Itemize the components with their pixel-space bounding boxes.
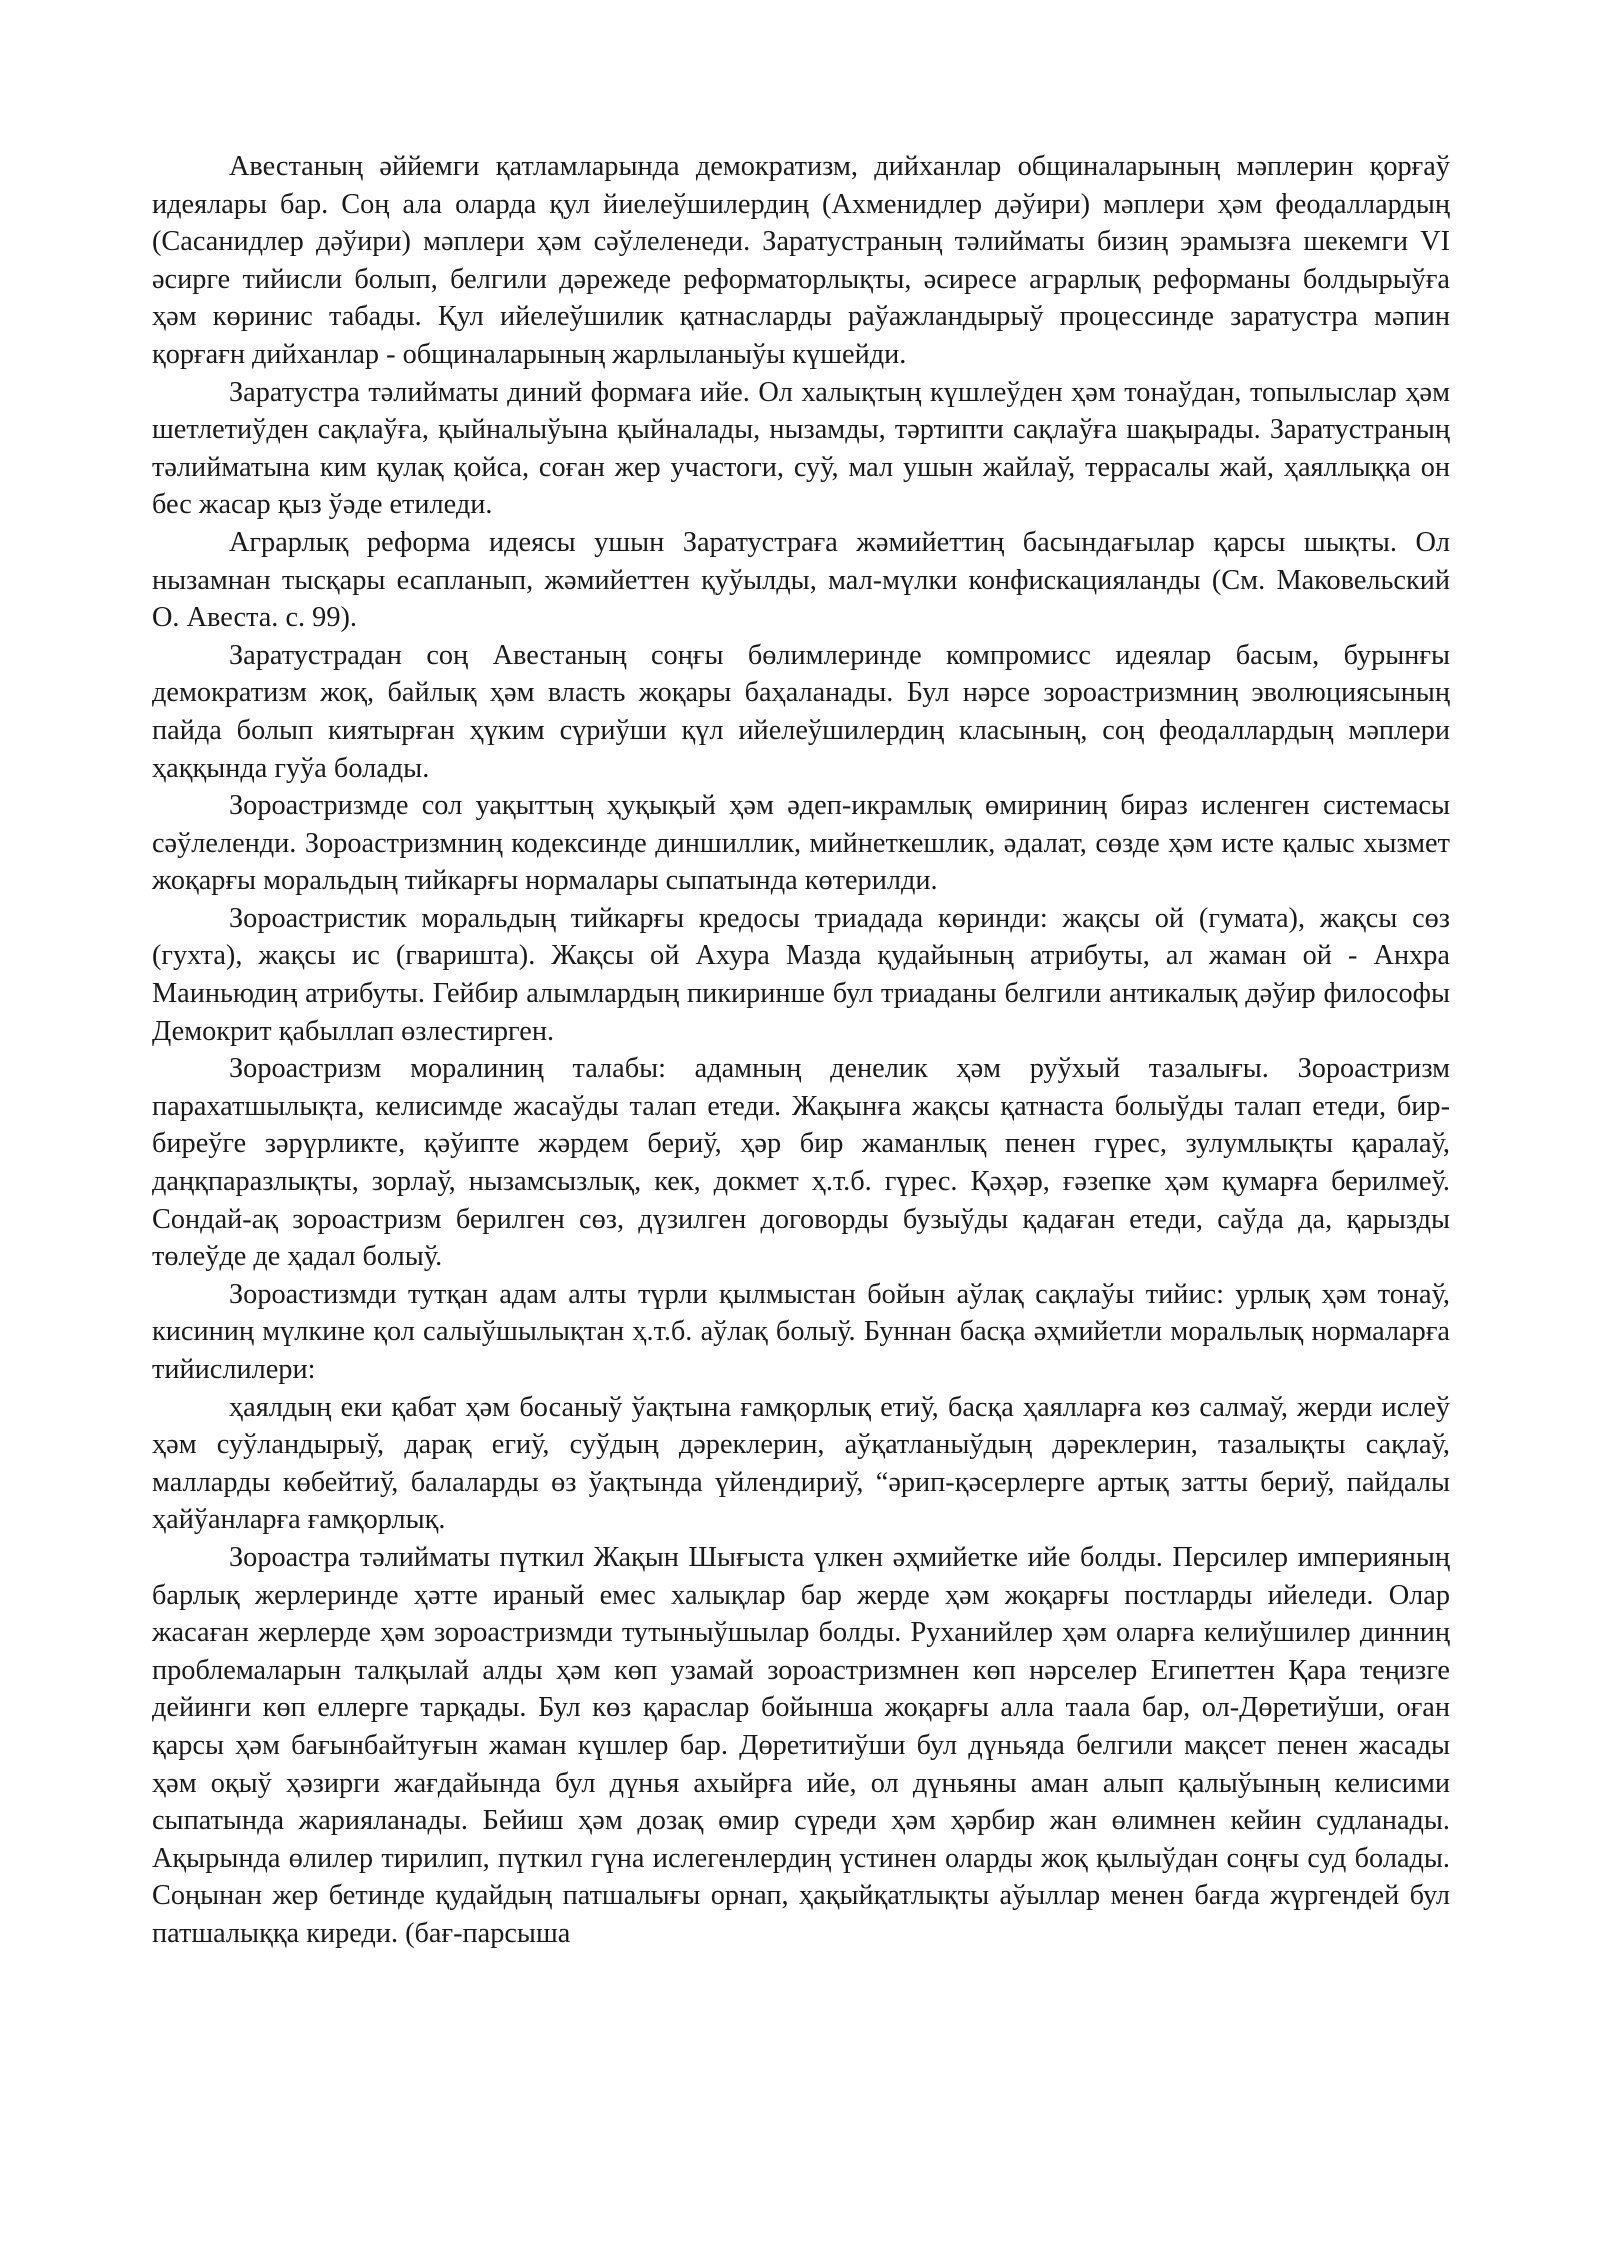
paragraph-7: Зороастризм моралиниң талабы: адамның денелик ҳәм руўхый тазалығы. Зороастризм парахатшылықта, келисимде жасаўды талап етеди. Жақынға жақсы қатнаста болыўды талап етеди, бир-биреўге зәрүрликте, қәўипте жәрдем бериў, ҳәр бир жаманлық пенен гүрес, зулумлықты қаралаў, даңқпаразлықты, зорлаў, нызамсызлық, кек, докмет ҳ.т.б. гүрес. Қәҳәр, ғәзепке ҳәм қумарға берилмеў. Сондай-ақ зороастризм берилген сөз, дүзилген договорды бузыўды қадаған етеди, саўда да, қарызды төлеўде де ҳадал болыў. xyxy=(152,1053,1450,1273)
paragraph-8: Зороастизмди тутқан адам алты түрли қылмыстан бойын аўлақ сақлаўы тийис: урлық ҳәм тонаў, кисиниң мүлкине қол салыўшылықтан ҳ.т.б. аўлақ болыў. Буннан басқа әҳмийетли моральлық нормаларға тийислилери: xyxy=(152,1278,1450,1385)
paragraph-3: Аграрлық реформа идеясы ушын Заратустраға жәмийеттиң басындағылар қарсы шықты. Ол нызамнан тысқары есапланып, жәмийеттен қуўылды, мал-мүлки конфискацияланды (См. Маковельский О. Авеста. с. 99). xyxy=(152,526,1450,634)
paragraph-1: Авестаның әййемги қатламларында демократизм, дийханлар общиналарының мәплерин қорғаў идеялары бар. Соң ала оларда қул йиелеўшилердиң (Ахменидлер дәўири) мәплери ҳәм феодаллардың (Сасанидлер дәўири) мәплери ҳәм сәўлеленеди. Заратустраның тәлийматы бизиң эрамызға шекемги VI әсирге тийисли болып, белгили дәрежеде реформаторлықты, әсиресе аграрлық реформаны болдырыўға ҳәм көринис табады. Қул ийелеўшилик қатнасларды раўажландырыў процессинде заратустра мәпин қорғағн дийханлар - общиналарының жарлыланыўы күшейди. xyxy=(152,151,1450,370)
paragraph-5: Зороастризмде сол уақыттың ҳуқықый ҳәм әдеп-икрамлық өмириниң бираз исленген системасы сәўлеленди. Зороастризмниң кодексинде диншиллик, мийнеткешлик, әдалат, сөзде ҳәм исте қалыс хызмет жоқарғы моральдың тийкарғы нормалары сыпатында көтерилди. xyxy=(152,790,1450,897)
paragraph-2: Заратустра тәлийматы диний формаға ийе. Ол халықтың күшлеўден ҳәм тонаўдан, топылыслар ҳәм шетлетиўден сақлаўға, қыйналыўына қыйналады, нызамды, тәртипти сақлаўға шақырады. Заратустраның тәлийматына ким қулақ қойса, соған жер участоги, суў, мал ушын жайлаў, террасалы жай, ҳаяллыққа он бес жасар қыз ўәде етиледи. xyxy=(152,376,1450,521)
paragraph-6: Зороастристик моральдың тийкарғы кредосы триадада көринди: жақсы ой (гумата), жақсы сөз (гухта), жақсы ис (гваришта). Жақсы ой Ахура Мазда қудайының атрибуты, ал жаман ой - Анхра Маиньюдиң атрибуты. Гейбир алымлардың пикиринше бул триаданы белгили антикалық дәўир философы Демокрит қабыллап өзлестирген. xyxy=(152,902,1450,1047)
paragraph-9: ҳаялдың еки қабат ҳәм босаныў ўақтына ғамқорлық етиў, басқа ҳаялларға көз салмаў, жерди ислеў ҳәм суўландырыў, дарақ егиў, суўдың дәреклерин, аўқатланыўдың дәреклерин, тазалықты сақлаў, малларды көбейтиў, балаларды өз ўақтында үйлендириў, “әрип-қәсерлерге артық затты бериў, пайдалы ҳайўанларға ғамқорлық. xyxy=(152,1391,1450,1536)
document-body xyxy=(152,148,1450,1953)
paragraph-10: Зороастра тәлийматы пүткил Жақын Шығыста үлкен әҳмийетке ийе болды. Персилер империяның барлық жерлеринде ҳәтте ираный емес халықлар бар жерде ҳәм жоқарғы постларды ийеледи. Олар жасаған жерлерде ҳәм зороастризмди тутыныўшылар болды. Руханийлер ҳәм оларға келиўшилер динниң проблемаларын талқылай алды ҳәм көп узамай зороастризмнен көп нәрселер Египеттен Қара теңизге дейинги көп еллерге тарқады. Бул көз қараслар бойынша жоқарғы алла таала бар, ол-Дөретиўши, оған қарсы ҳәм бағынбайтуғын жаман күшлер бар. Дөретитиўши бул дүньяда белгили мақсет пенен жасады ҳәм оқыў ҳәзирги жағдайында бул дүнья ахыйрға ийе, ол дүньяны аман алып қалыўының келисими сыпатында жарияланады. Бейиш ҳәм дозақ өмир сүреди ҳәм ҳәрбир жан өлимнен кейин судланады. Ақырында өлилер тирилип, пүткил гүна ислегенлердиң үстинен оларды жоқ қылыўдан соңғы суд болады. Соңынан жер бетинде қудайдың патшалығы орнап, ҳақыйқатлықты аўыллар менен бағда жүргендей бул патшалыққа киреди. (бағ-парсыша xyxy=(152,1541,1450,1949)
paragraph-4: Заратустрадан соң Авестаның соңғы бөлимлеринде компромисс идеялар басым, бурынғы демократизм жоқ, байлық ҳәм власть жоқары баҳаланады. Бул нәрсе зороастризмниң эволюциясының пайда болып киятырған ҳүким сүриўши қүл ийелеўшилердиң класының, соң феодаллардың мәплери ҳаққында гуўа болады. xyxy=(152,639,1450,784)
